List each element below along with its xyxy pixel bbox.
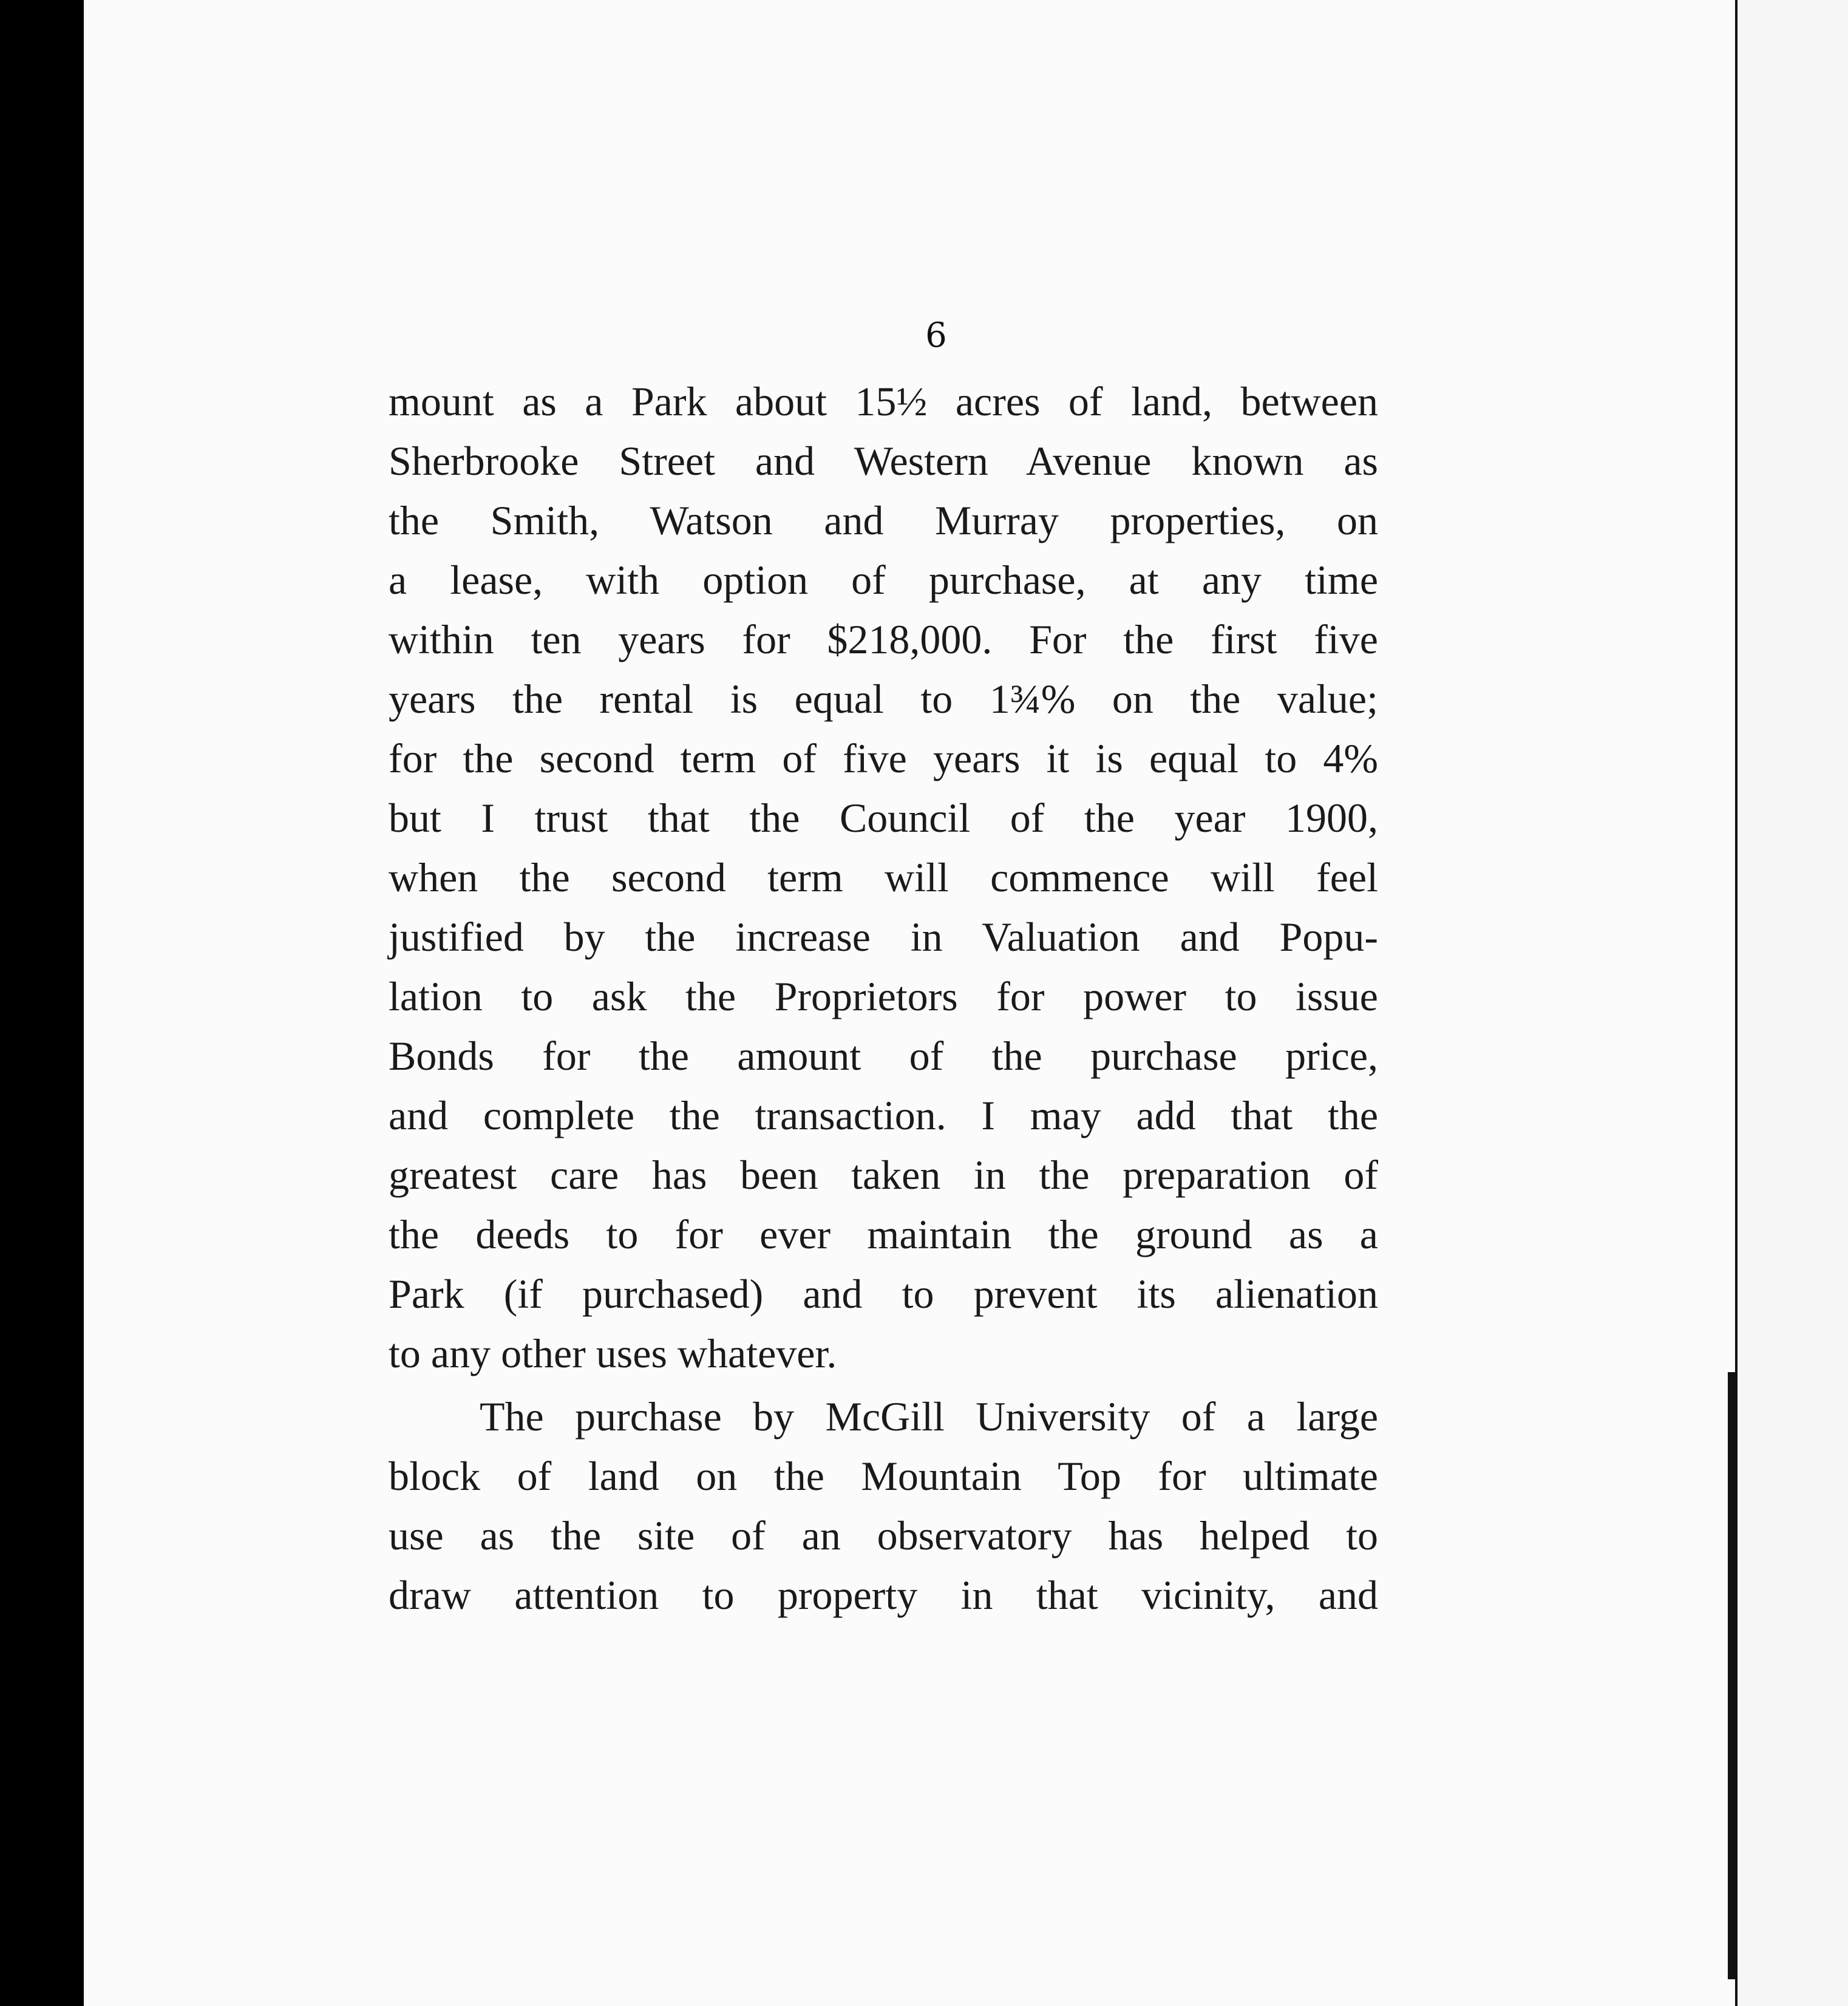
paragraph [389, 372, 1378, 1383]
text-line: to any other uses whatever. [389, 1330, 837, 1376]
text-line: Sherbrooke Street and Western Avenue known as [389, 438, 1378, 484]
text-line: Bonds for the amount of the purchase price, [389, 1033, 1378, 1079]
text-line: within ten years for $218,000. For the first five [389, 616, 1378, 662]
text-line: greatest care has been taken in the preparation of [389, 1152, 1378, 1198]
paragraph [389, 1387, 1378, 1625]
text-line: mount as a Park about 15½ acres of land, between [389, 378, 1378, 424]
text-line: and complete the transaction. I may add that the [389, 1092, 1378, 1138]
body-text [389, 372, 1378, 1625]
page-number: 6 [925, 316, 947, 355]
next-page-strip [1738, 0, 1848, 2006]
text-line: but I trust that the Council of the year 1900, [389, 795, 1378, 841]
text-line: a lease, with option of purchase, at any time [389, 557, 1378, 603]
text-line: Park (if purchased) and to prevent its alienation [389, 1271, 1378, 1317]
text-line: block of land on the Mountain Top for ultimate [389, 1453, 1378, 1499]
text-line: years the rental is equal to 1¾% on the value; [389, 676, 1378, 722]
text-line: The purchase by McGill University of a large [480, 1393, 1378, 1440]
binding-shadow [1728, 1372, 1735, 1979]
text-line: lation to ask the Proprietors for power to issue [389, 973, 1378, 1019]
text-line: draw attention to property in that vicinity, and [389, 1572, 1378, 1618]
text-line: justified by the increase in Valuation and Popu- [389, 914, 1378, 960]
text-line: the Smith, Watson and Murray properties, on [389, 497, 1378, 543]
text-line: use as the site of an observatory has helped to [389, 1512, 1378, 1559]
text-line: the deeds to for ever maintain the ground as a [389, 1211, 1378, 1257]
text-line: for the second term of five years it is equal to 4% [389, 735, 1378, 781]
text-line: when the second term will commence will feel [389, 854, 1378, 900]
